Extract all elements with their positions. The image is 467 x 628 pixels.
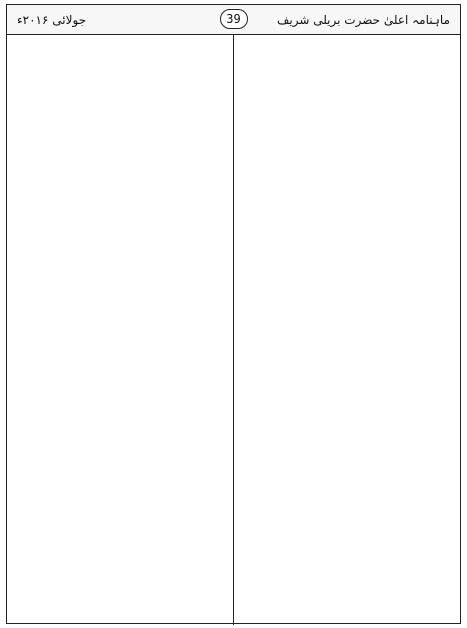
header-title: ماہنامہ اعلیٰ حضرت بریلی شریف [276,12,450,27]
text-columns [7,35,460,625]
header-date: جولائی ۲۰۱۶ء [17,12,87,27]
page-number-text: 39 [226,12,241,26]
left-column [7,35,234,625]
document-page [6,4,461,624]
page-number [220,9,248,29]
right-column [234,35,461,625]
